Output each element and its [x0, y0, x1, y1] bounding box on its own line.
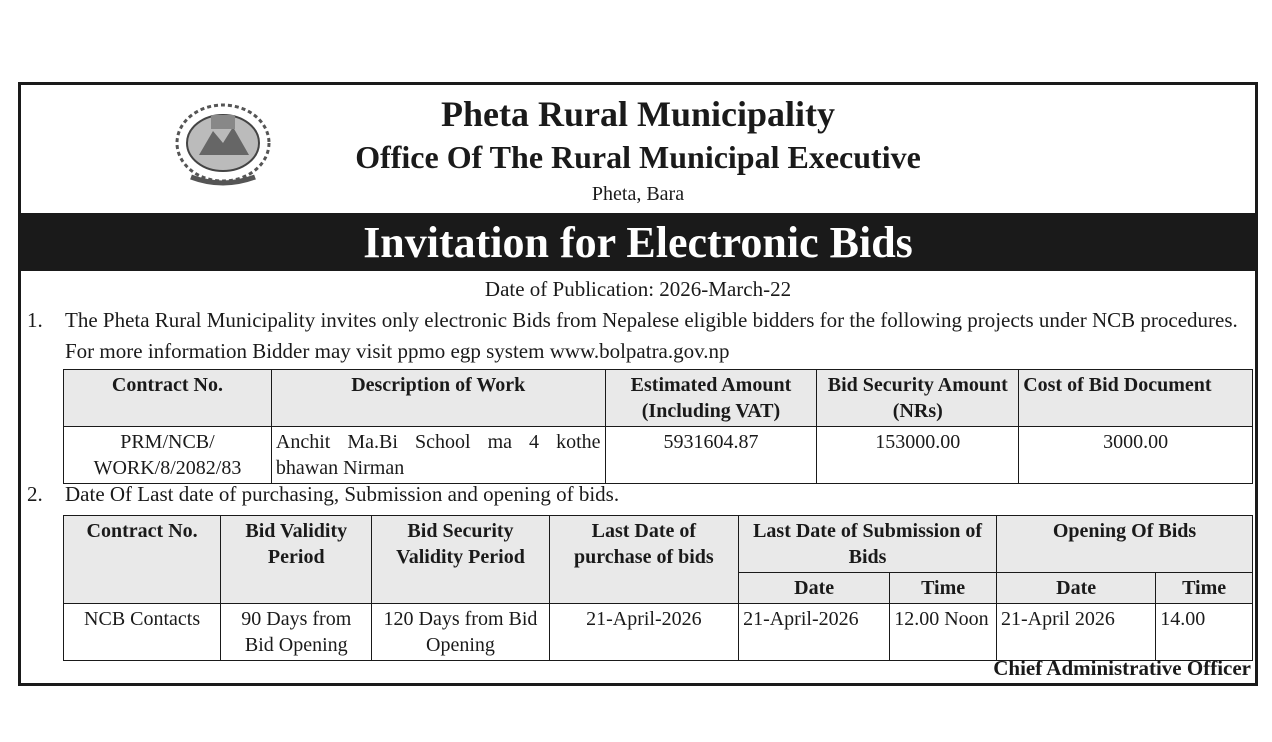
column-header: Contract No. [64, 516, 221, 604]
project-table [63, 369, 1253, 484]
column-header: Date [739, 573, 890, 604]
column-header: Contract No. [64, 370, 272, 427]
description-cell: Anchit Ma.Bi School ma 4 kothe bhawan Nirman [271, 427, 605, 484]
schedule-table [63, 515, 1253, 661]
notice-header [21, 85, 1255, 215]
column-header: Last Date of Submission of Bids [739, 516, 997, 573]
org-name: Pheta Rural Municipality [441, 94, 835, 134]
column-header: Last Date of purchase of bids [549, 516, 738, 604]
item-1-number: 1. [27, 308, 43, 332]
last-purchase-cell: 21-April-2026 [549, 604, 738, 661]
table-header-row [64, 516, 1253, 573]
table-header-row [64, 370, 1253, 427]
column-header: Bid Security Validity Period [372, 516, 549, 604]
cost-bid-document-cell: 3000.00 [1019, 427, 1253, 484]
item-1-text: The Pheta Rural Municipality invites only electronic Bids from Nepalese eligible bidders for the following projects under NCB procedures. For more information Bidder may visit ppmo egp system www.bolpatra.gov.np [65, 308, 1238, 363]
office-name: Office Of The Rural Municipal Executive [355, 139, 921, 175]
submission-date-cell: 21-April-2026 [739, 604, 890, 661]
security-validity-cell: 120 Days from Bid Opening [372, 604, 549, 661]
column-header: Date [997, 573, 1156, 604]
contract-no-cell: NCB Contacts [64, 604, 221, 661]
column-header: Opening Of Bids [997, 516, 1253, 573]
notice-frame [18, 82, 1258, 686]
signatory: Chief Administrative Officer [993, 656, 1251, 680]
column-header: Bid Security Amount (NRs) [817, 370, 1019, 427]
opening-date-cell: 21-April 2026 [997, 604, 1156, 661]
table-row [64, 427, 1253, 484]
publication-date: Date of Publication: 2026-March-22 [484, 277, 792, 301]
bid-validity-cell: 90 Days from Bid Opening [221, 604, 372, 661]
column-header: Time [1156, 573, 1253, 604]
office-location: Pheta, Bara [591, 183, 685, 205]
bid-security-cell: 153000.00 [817, 427, 1019, 484]
estimated-amount-cell: 5931604.87 [605, 427, 817, 484]
table-row [64, 604, 1253, 661]
item-2-text: Date Of Last date of purchasing, Submission and opening of bids. [65, 482, 620, 506]
column-header: Time [890, 573, 997, 604]
notice-title-banner: Invitation for Electronic Bids [21, 215, 1255, 271]
column-header: Bid Validity Period [221, 516, 372, 604]
contract-no-cell: PRM/NCB/ WORK/8/2082/83 [64, 427, 272, 484]
column-header: Estimated Amount (Including VAT) [605, 370, 817, 427]
opening-time-cell: 14.00 [1156, 604, 1253, 661]
column-header: Cost of Bid Document [1019, 370, 1253, 427]
item-2-number: 2. [27, 482, 43, 506]
column-header: Description of Work [271, 370, 605, 427]
submission-time-cell: 12.00 Noon [890, 604, 997, 661]
